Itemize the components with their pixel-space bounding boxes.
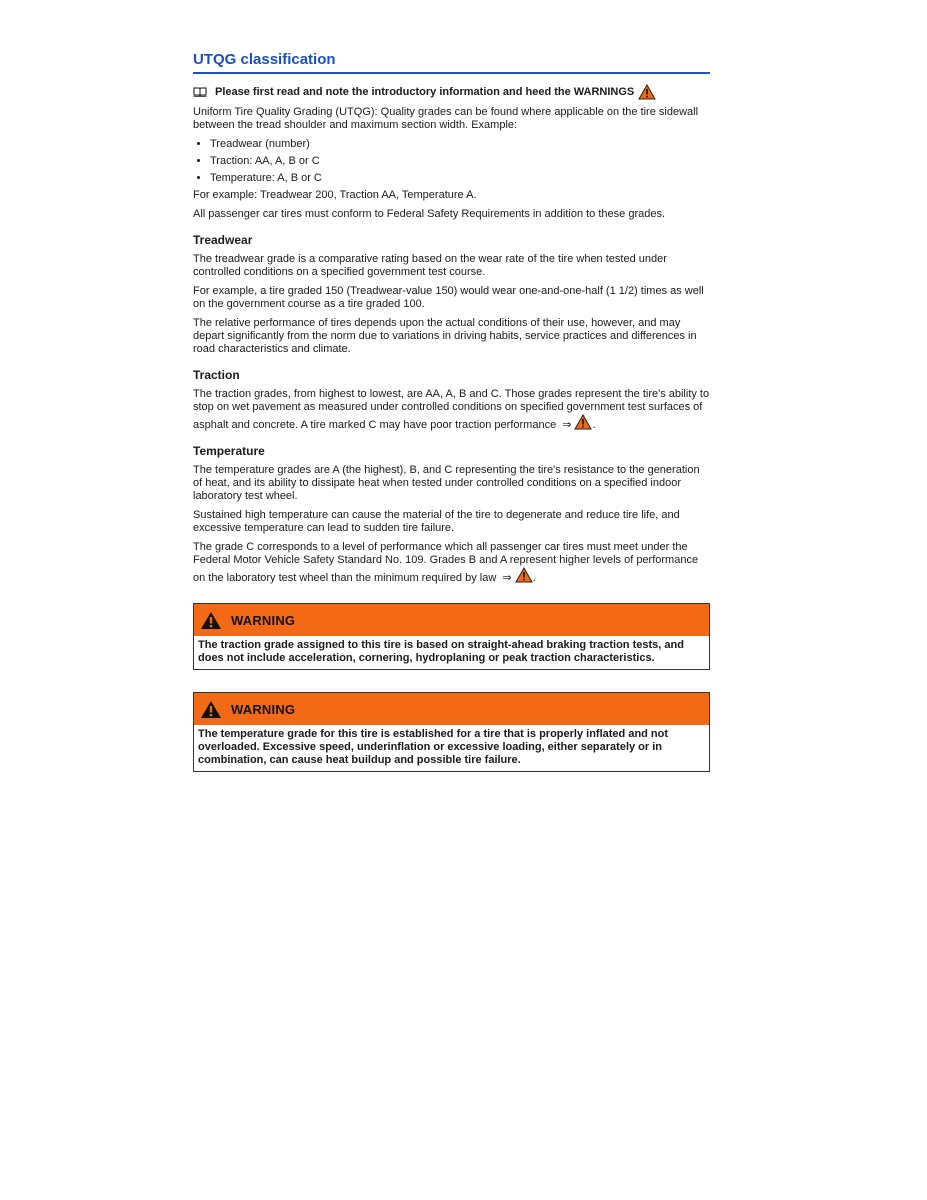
warning-box [193, 603, 710, 670]
warning-label: WARNING [231, 701, 296, 717]
body-paragraph [193, 388, 710, 432]
body-paragraph: The treadwear grade is a comparative rating based on the wear rate of the tire when tested under controlled conditions on a specified government test course. [193, 253, 667, 278]
sentence-end: . [592, 419, 596, 431]
reference-arrow: ⇒ [562, 419, 572, 431]
warning-text: The temperature grade for this tire is established for a tire that is properly inflated and not overloaded. Excessive speed, underinflation or excessive loading, either separately or in combination, can cause heat buildup and possible tire failure. [198, 728, 669, 766]
warning-triangle-icon [200, 700, 222, 719]
warning-triangle-icon[interactable] [574, 414, 592, 430]
reference-arrow: ⇒ [502, 572, 512, 584]
warning-box [193, 692, 710, 772]
warning-triangle-icon[interactable] [515, 567, 533, 583]
treadwear-heading: Treadwear [193, 233, 253, 247]
body-paragraph: All passenger car tires must conform to Federal Safety Requirements in addition to these grades. [193, 208, 666, 220]
body-paragraph: Uniform Tire Quality Grading (UTQG): Quality grades can be found where applicable on the tire sidewall between the tread shoulder and maximum section width. Example: [193, 106, 699, 131]
temperature-text: The grade C corresponds to a level of performance which all passenger car tires must meet under the Federal Motor Vehicle Safety Standard No. 109. Grades B and A represent higher levels of performance on the laboratory test wheel than the minimum required by law [193, 541, 699, 584]
body-paragraph: The relative performance of tires depends upon the actual conditions of their use, however, and may depart significantly from the norm due to variations in driving habits, service practices and differences in road characteristics and climate. [193, 317, 697, 355]
body-paragraph: For example: Treadwear 200, Traction AA, Temperature A. [193, 189, 477, 201]
temperature-heading: Temperature [193, 444, 265, 458]
traction-text: The traction grades, from highest to lowest, are AA, A, B and C. Those grades represent the tire's ability to stop on wet pavement as measured under controlled conditions on specified government test surfaces of asphalt and concrete. A tire marked C may have poor traction performance [193, 388, 710, 431]
example-list [193, 138, 710, 185]
warning-triangle-icon [638, 84, 656, 100]
warning-label: WARNING [231, 612, 296, 628]
list-item: • Traction: AA, A, B or C [210, 155, 710, 168]
intro-note [193, 84, 710, 100]
body-paragraph: Sustained high temperature can cause the material of the tire to degenerate and reduce tire life, and excessive temperature can lead to sudden tire failure. [193, 509, 680, 534]
body-paragraph: The temperature grades are A (the highest), B, and C representing the tire's resistance to the generation of heat, and its ability to dissipate heat when tested under controlled conditions on a specified indoor laboratory test wheel. [193, 464, 700, 502]
document-page [193, 50, 710, 772]
list-item: • Treadwear (number) [210, 138, 710, 151]
body-paragraph [193, 541, 710, 585]
sentence-end: . [532, 572, 536, 584]
warning-text: The traction grade assigned to this tire is based on straight-ahead braking traction tests, and does not include acceleration, cornering, hydroplaning or peak traction characteristics. [198, 639, 684, 664]
warning-header [194, 693, 709, 725]
book-icon [193, 87, 207, 97]
warning-triangle-icon [200, 611, 222, 630]
intro-text: Please first read and note the introductory information and heed the WARNINGS [215, 86, 635, 98]
list-item: • Temperature: A, B or C [210, 172, 710, 185]
traction-heading: Traction [193, 368, 240, 382]
warning-header [194, 604, 709, 636]
section-title: UTQG classification [193, 50, 710, 74]
body-paragraph: For example, a tire graded 150 (Treadwear-value 150) would wear one-and-one-half (1 1/2) times as well on the government course as a tire graded 100. [193, 285, 704, 310]
